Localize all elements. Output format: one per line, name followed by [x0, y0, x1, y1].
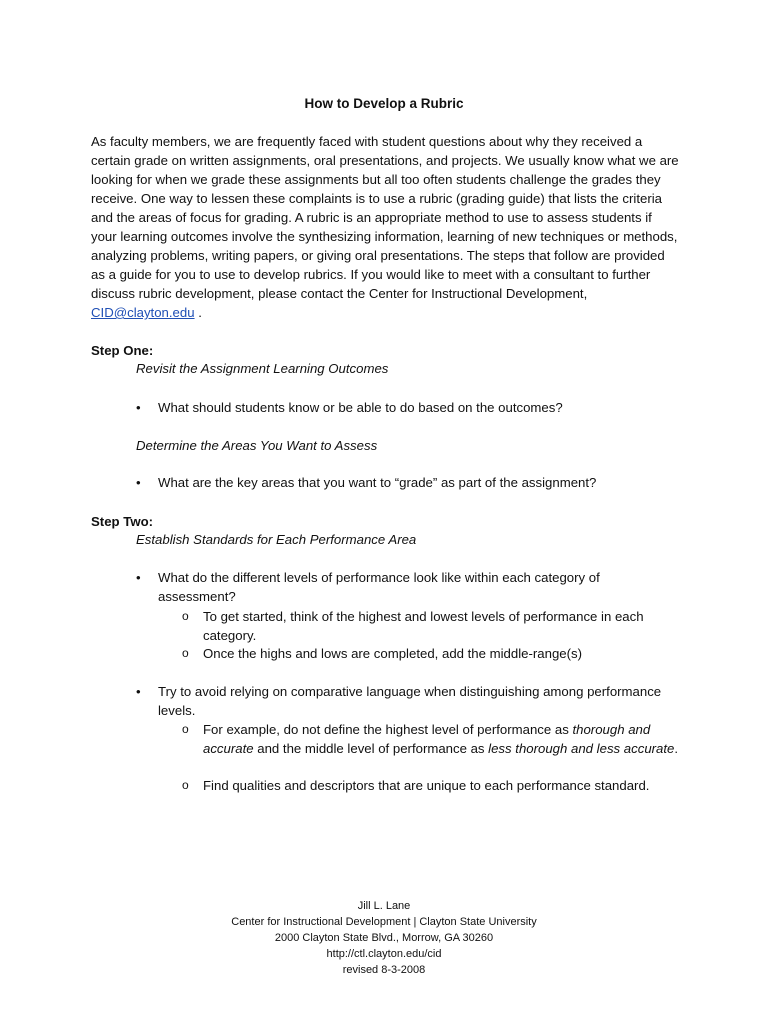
step-one-label: Step One: [91, 343, 154, 358]
email-link[interactable]: CID@clayton.edu [91, 305, 195, 320]
sub-bullet-marker: o [182, 609, 189, 623]
step-one-heading-outcomes: Revisit the Assignment Learning Outcomes [136, 361, 389, 376]
sub-bullet-text: Once the highs and lows are completed, add the middle-range(s) [203, 646, 582, 661]
sub-bullet-text: For example, do not define the highest level of performance as thorough and accurate and the middle level of performance as less thorough and less accurate. [203, 722, 679, 756]
footer-org: Center for Instructional Development | Clayton State University [231, 916, 537, 928]
intro-text: As faculty members, we are frequently faced with student questions about why they received a certain grade on written assignments, oral presentations, and projects. We usually know what we are looking for when we grade these assignments but all too often students challenge the grades they receive. One way to lessen these complaints is to use a rubric (grading guide) that lists the criteria and the areas of focus for grading. A rubric is an appropriate method to use to assess students if your learning outcomes involve the synthesizing information, learning of new techniques or methods, analyzing problems, writing papers, or giving oral presentations. The steps that follow are provided as a guide for you to use to develop rubrics. If you would like to meet with a consultant to further discuss rubric development, please contact the Center for Instructional Development, [91, 134, 679, 301]
footer-url: http://ctl.clayton.edu/cid [326, 948, 442, 960]
footer [0, 898, 768, 978]
footer-revised: revised 8-3-2008 [342, 964, 426, 976]
sub-bullet-text: Find qualities and descriptors that are unique to each performance standard. [203, 778, 650, 793]
bullet-text: What are the key areas that you want to “grade” as part of the assignment? [158, 475, 597, 490]
sub-bullet-text: To get started, think of the highest and lowest levels of performance in each category. [203, 609, 644, 643]
sub-bullet-marker: o [182, 722, 189, 736]
bullet-marker: • [136, 570, 141, 585]
step-two-heading: Establish Standards for Each Performance Area [136, 532, 417, 547]
page-title: How to Develop a Rubric [304, 96, 464, 111]
sub-bullet-marker: o [182, 778, 189, 792]
bullet-marker: • [136, 475, 141, 490]
footer-name: Jill L. Lane [357, 900, 411, 912]
sub-bullet-marker: o [182, 646, 189, 660]
intro-text-end: . [194, 305, 202, 320]
bullet-marker: • [136, 684, 141, 699]
italic-phrase: thorough and accurate [203, 722, 651, 756]
step-one-heading-areas: Determine the Areas You Want to Assess [136, 438, 378, 453]
footer-address: 2000 Clayton State Blvd., Morrow, GA 30260 [274, 932, 494, 944]
bullet-text: What should students know or be able to do based on the outcomes? [158, 400, 563, 415]
bullet-text: What do the different levels of performance look like within each category of assessment? [158, 570, 600, 604]
bullet-marker: • [136, 400, 141, 415]
step-two-label: Step Two: [91, 514, 154, 529]
bullet-text: Try to avoid relying on comparative language when distinguishing among performance levels. [158, 684, 662, 718]
italic-phrase: less thorough and less accurate [488, 741, 675, 756]
intro-paragraph [91, 132, 681, 322]
